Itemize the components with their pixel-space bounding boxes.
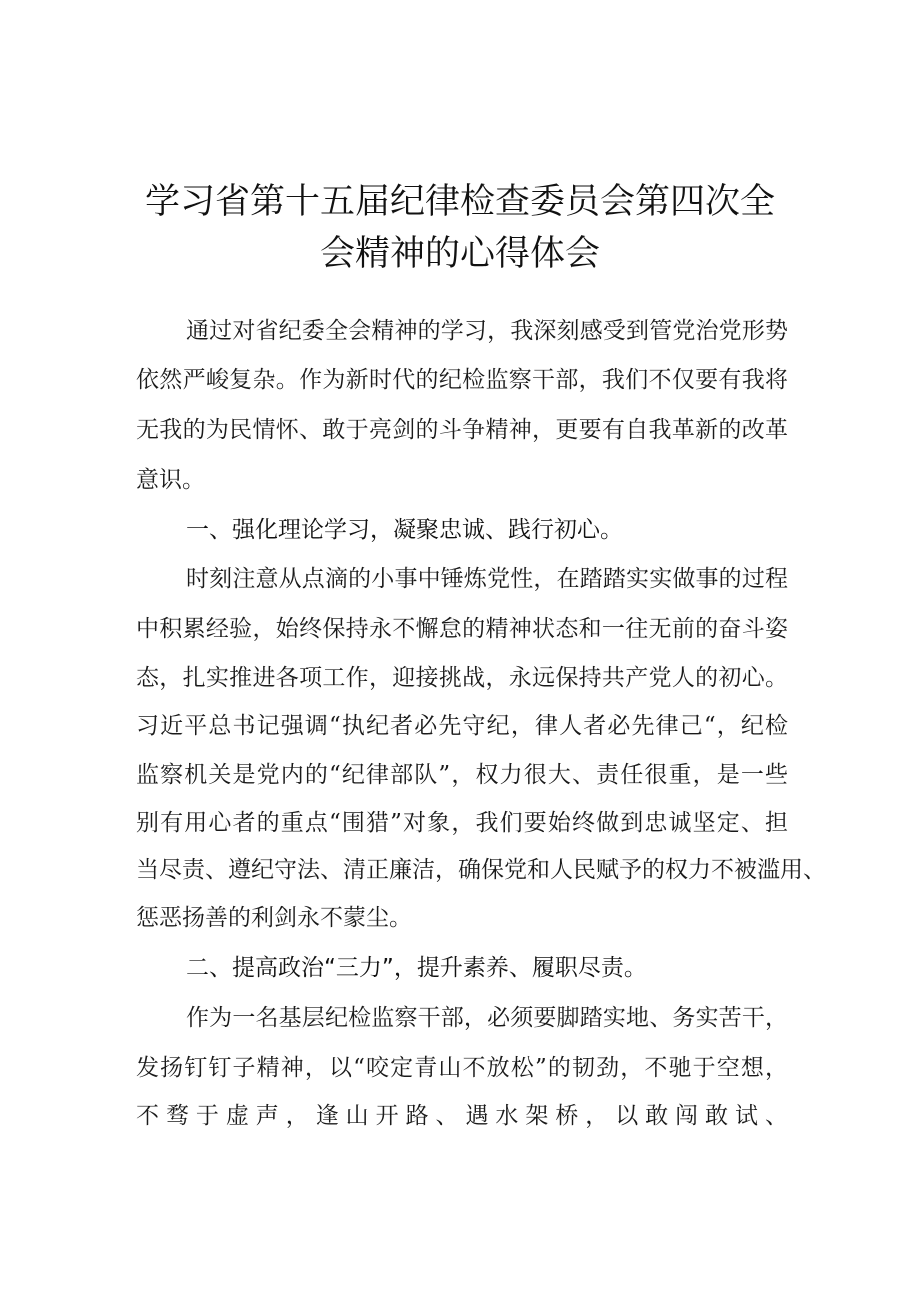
section-1-line: 当尽责、遵纪守法、清正廉洁，确保党和人民赋予的权力不被滥用、 (136, 857, 826, 883)
section-2-heading: 二、提高政治“三力”，提升素养、履职尽责。 (186, 955, 647, 981)
intro-line: 无我的为民情怀、敢于亮剑的斗争精神，更要有自我革新的改革 (136, 417, 788, 443)
section-1-line: 态，扎实推进各项工作，迎接挑战，永远保持共产党人的初心。 (136, 665, 788, 691)
document-title-line-1: 学习省第十五届纪律检查委员会第四次全 (144, 182, 775, 222)
section-1-line: 监察机关是党内的“纪律部队”，权力很大、责任很重，是一些 (136, 762, 788, 788)
section-1-line: 习近平总书记强调“执纪者必先守纪，律人者必先律己“，纪检 (136, 713, 788, 739)
intro-line: 通过对省纪委全会精神的学习，我深刻感受到管党治党形势 (186, 318, 788, 344)
section-1-line: 别有用心者的重点“围猎”对象，我们要始终做到忠诚坚定、担 (136, 810, 788, 836)
section-1-line: 中积累经验，始终保持永不懈怠的精神状态和一往无前的奋斗姿 (136, 616, 788, 642)
section-2-line: 作为一名基层纪检监察干部，必须要脚踏实地、务实苦干， (186, 1005, 788, 1031)
section-1-heading: 一、强化理论学习，凝聚忠诚、践行初心。 (186, 517, 623, 543)
section-1-line: 时刻注意从点滴的小事中锤炼党性，在踏踏实实做事的过程 (186, 566, 788, 592)
section-2-line: 发扬钉钉子精神，以“咬定青山不放松”的韧劲，不驰于空想， (136, 1055, 788, 1081)
document-title-line-2: 会精神的心得体会 (319, 234, 600, 274)
section-2-line: 不骛于虚声，逢山开路、遇水架桥，以敢闯敢试、 (136, 1103, 788, 1129)
intro-line: 依然严峻复杂。作为新时代的纪检监察干部，我们不仅要有我将 (136, 367, 788, 393)
intro-line: 意识。 (136, 467, 205, 493)
section-1-line: 惩恶扬善的利剑永不蒙尘。 (136, 905, 412, 931)
